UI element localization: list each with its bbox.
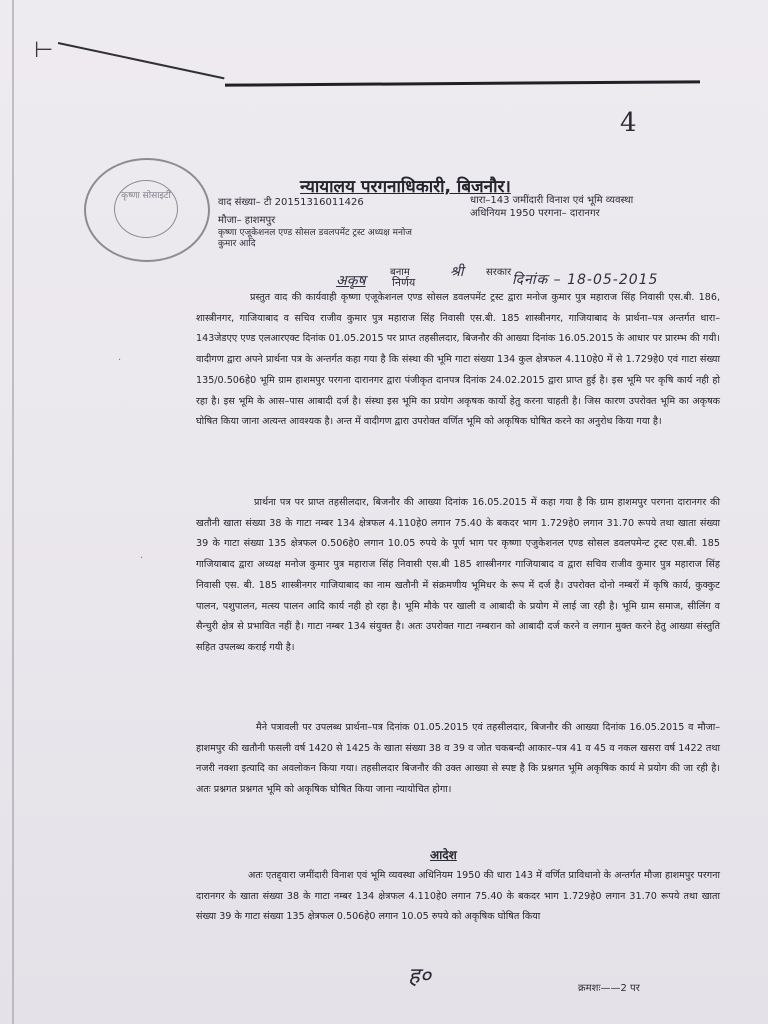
office-stamp [84, 158, 210, 262]
versus-label: बनाम [390, 267, 410, 278]
mauza-name: मौजा– हाशमपुर [218, 215, 276, 226]
paragraph-findings: मैने पत्रावली पर उपलब्ध प्रार्थना–पत्र दिनांक 01.05.2015 एवं तहसीलदार, बिजनौर की आख्या दिनांक 16.05.2015 व मौजा–हाशमपुर की खतौनी फसली वर्ष 1420 से 1425 के खाता संख्या 38 व 39 व जोत चकबन्दी आकार–पत्र 41 व 45 व नकल खसरा वर्ष 1422 तथा नजरी नक्शा इत्यादि का अवलोकन किया गया। तहसीलदार बिजनौर की उक्त आख्या से स्पष्ट है कि प्रश्नगत भूमि अकृषिक कार्य मे प्रयोग की जा रही है। अतः प्रश्नगत प्रश्नगत भूमि को अकृषिक घोषित किया जाना न्यायोचित होगा। [196, 722, 720, 796]
section-reference: धारा–143 जमींदारी विनाश एवं भूमि व्यवस्था अधिनियम 1950 परगना– दारानगर [470, 195, 634, 219]
margin-tick-mark: ⊢ [34, 38, 54, 63]
paragraph-tehsildar-report: प्रार्थना पत्र पर प्राप्त तहसीलदार, बिजनौर की आख्या दिनांक 16.05.2015 में कहा गया है कि ग्राम हाशमपुर परगना दारानगर की खतौनी खाता संख्या 38 के गाटा नम्बर 134 क्षेत्रफल 4.110हे0 लगान 75.40 के बकदर भाग 1.729हे0 लगान 31.70 रूपये तथा खाता संख्या 39 के गाटा संख्या 135 क्षेत्रफल 0.506हे0 लगान 10.05 रुपये के पूर्ण भाग पर कृष्णा एजुकेशनल एण्ड सोसल डवलपमेन्ट ट्रस्ट एस.बी. 185 गाजियाबाद द्वारा अध्यक्ष मनोज कुमार पुत्र महाराज सिंह निवासी एस.बी 185 शास्त्रीनगर गाजियाबाद व द्वारा सचिव राजीव कुमार पुत्र महाराज सिंह निवासी एस. बी. 185 शास्त्रीनगर गाजियाबाद का नाम खतौनी में संक्रमणीय भूमिधर के रूप में दर्ज है। उपरोक्त दोनो नम्बरों में कृषि कार्य, कुक्कुट पालन, पशुपालन, मत्स्य पालन आदि कार्य नही हो रहा है। भूमि मौके पर खाली व आबादी के प्रयोग में लाई जा रही है। भूमि ग्राम समाज, सीलिंग व सैन्चुरी क्षेत्र से प्रभावित नहीं है। गाटा नम्बर 134 संयुक्त है। अतः उपरोक्त गाटा नम्बरान को आबादी दर्ज करने व लगान मुक्त करने हेतु आख्या संस्तुति सहित उपलब्ध कराई गयी है। [196, 497, 720, 653]
margin-mark: . [118, 352, 122, 363]
signature: ह० [408, 964, 432, 989]
page-number: 4 [620, 108, 637, 138]
pen-stroke-left [58, 42, 225, 79]
case-number: वाद संख्या– टी 20151316011426 [218, 197, 364, 208]
judgment-label: निर्णय [392, 276, 416, 289]
respondent-government: सरकार [486, 267, 512, 278]
margin-mark: . [140, 550, 144, 561]
handwritten-annotation: अकृष [336, 273, 366, 289]
order-heading: आदेश [430, 848, 457, 862]
court-title: न्यायालय परगनाधिकारी, बिजनौर। [300, 177, 511, 197]
continuation-note: क्रमशः——2 पर [578, 983, 640, 994]
petitioner-party: कृष्णा एजूकेशनल एण्ड सोसल डवलपमेंट ट्रस्ट अध्यक्ष मनोज कुमार आदि [218, 228, 412, 249]
paragraph-facts: प्रस्तुत वाद की कार्यवाही कृष्णा एजूकेशनल एण्ड सोसल डवलपमेंट ट्रस्ट द्वारा मनोज कुमार पुत्र महाराज सिंह निवासी एस.बी. 186, शास्त्रीनगर, गाजियाबाद व सचिव राजीव कुमार पुत्र महाराज सिंह निवासी एस.बी. 185 शास्त्रीनगर, गाजियाबाद के प्रार्थना–पत्र अन्तर्गत धारा–143जेडएए एण्ड एलआरएक्ट दिनांक 01.05.2015 पर प्राप्त तहसीलदार, बिजनौर की आख्या दिनांक 16.05.2015 के आधार पर प्रारम्भ की गयी। वादीगण द्वारा अपने प्रार्थना पत्र के अन्तर्गत कहा गया है कि संस्था की भूमि गाटा संख्या 134 कुल क्षेत्रफल 4.110हे0 में से 1.729हे0 एवं गाटा संख्या 135/0.506हे0 भूमि ग्राम हाशमपुर परगना दारानगर द्वारा पंजीकृत दानपत्र दिनांक 24.02.2015 द्वारा प्राप्त हुई है। इस भूमि पर कृषि कार्य नही हो रहा है। इस भूमि के आस–पास आबादी दर्ज है। संस्था इस भूमि का प्रयोग अकृषक कार्यो हेतु करना चाहती है। जिस कारण उपरोक्त भूमि का अकृषक घोषित किया जाना अत्यन्त आवश्यक है। अन्त में वादीगण द्वारा उपरोक्त वर्णित भूमि को अकृषिक घोषित करने का अनुरोध किया गया है। [196, 292, 720, 428]
stamp-inner-ring [114, 180, 178, 238]
scan-edge [12, 0, 14, 1024]
paragraph-order: अतः एतद्द्वारा जमींदारी विनाश एवं भूमि व्यवस्था अधिनियम 1950 की धारा 143 में वर्णित प्राविधानो के अन्तर्गत मौजा हाशमपुर परगना दारानगर के खाता संख्या 38 के गाटा नम्बर 134 क्षेत्रफल 4.110हे0 लगान 75.40 के बकदर भाग 1.729हे0 लगान 31.70 रूपये तथा खाता संख्या 39 के गाटा संख्या 135 क्षेत्रफल 0.506हे0 लगान 10.05 रुपये को अकृषिक घोषित किया [196, 870, 720, 923]
top-rule-line [225, 80, 700, 86]
handwritten-mid: श्री [450, 264, 464, 280]
stamp-text: कृष्णा सोसाइटी [121, 191, 171, 201]
handwritten-date: दिनांक – 18-05-2015 [512, 272, 659, 288]
